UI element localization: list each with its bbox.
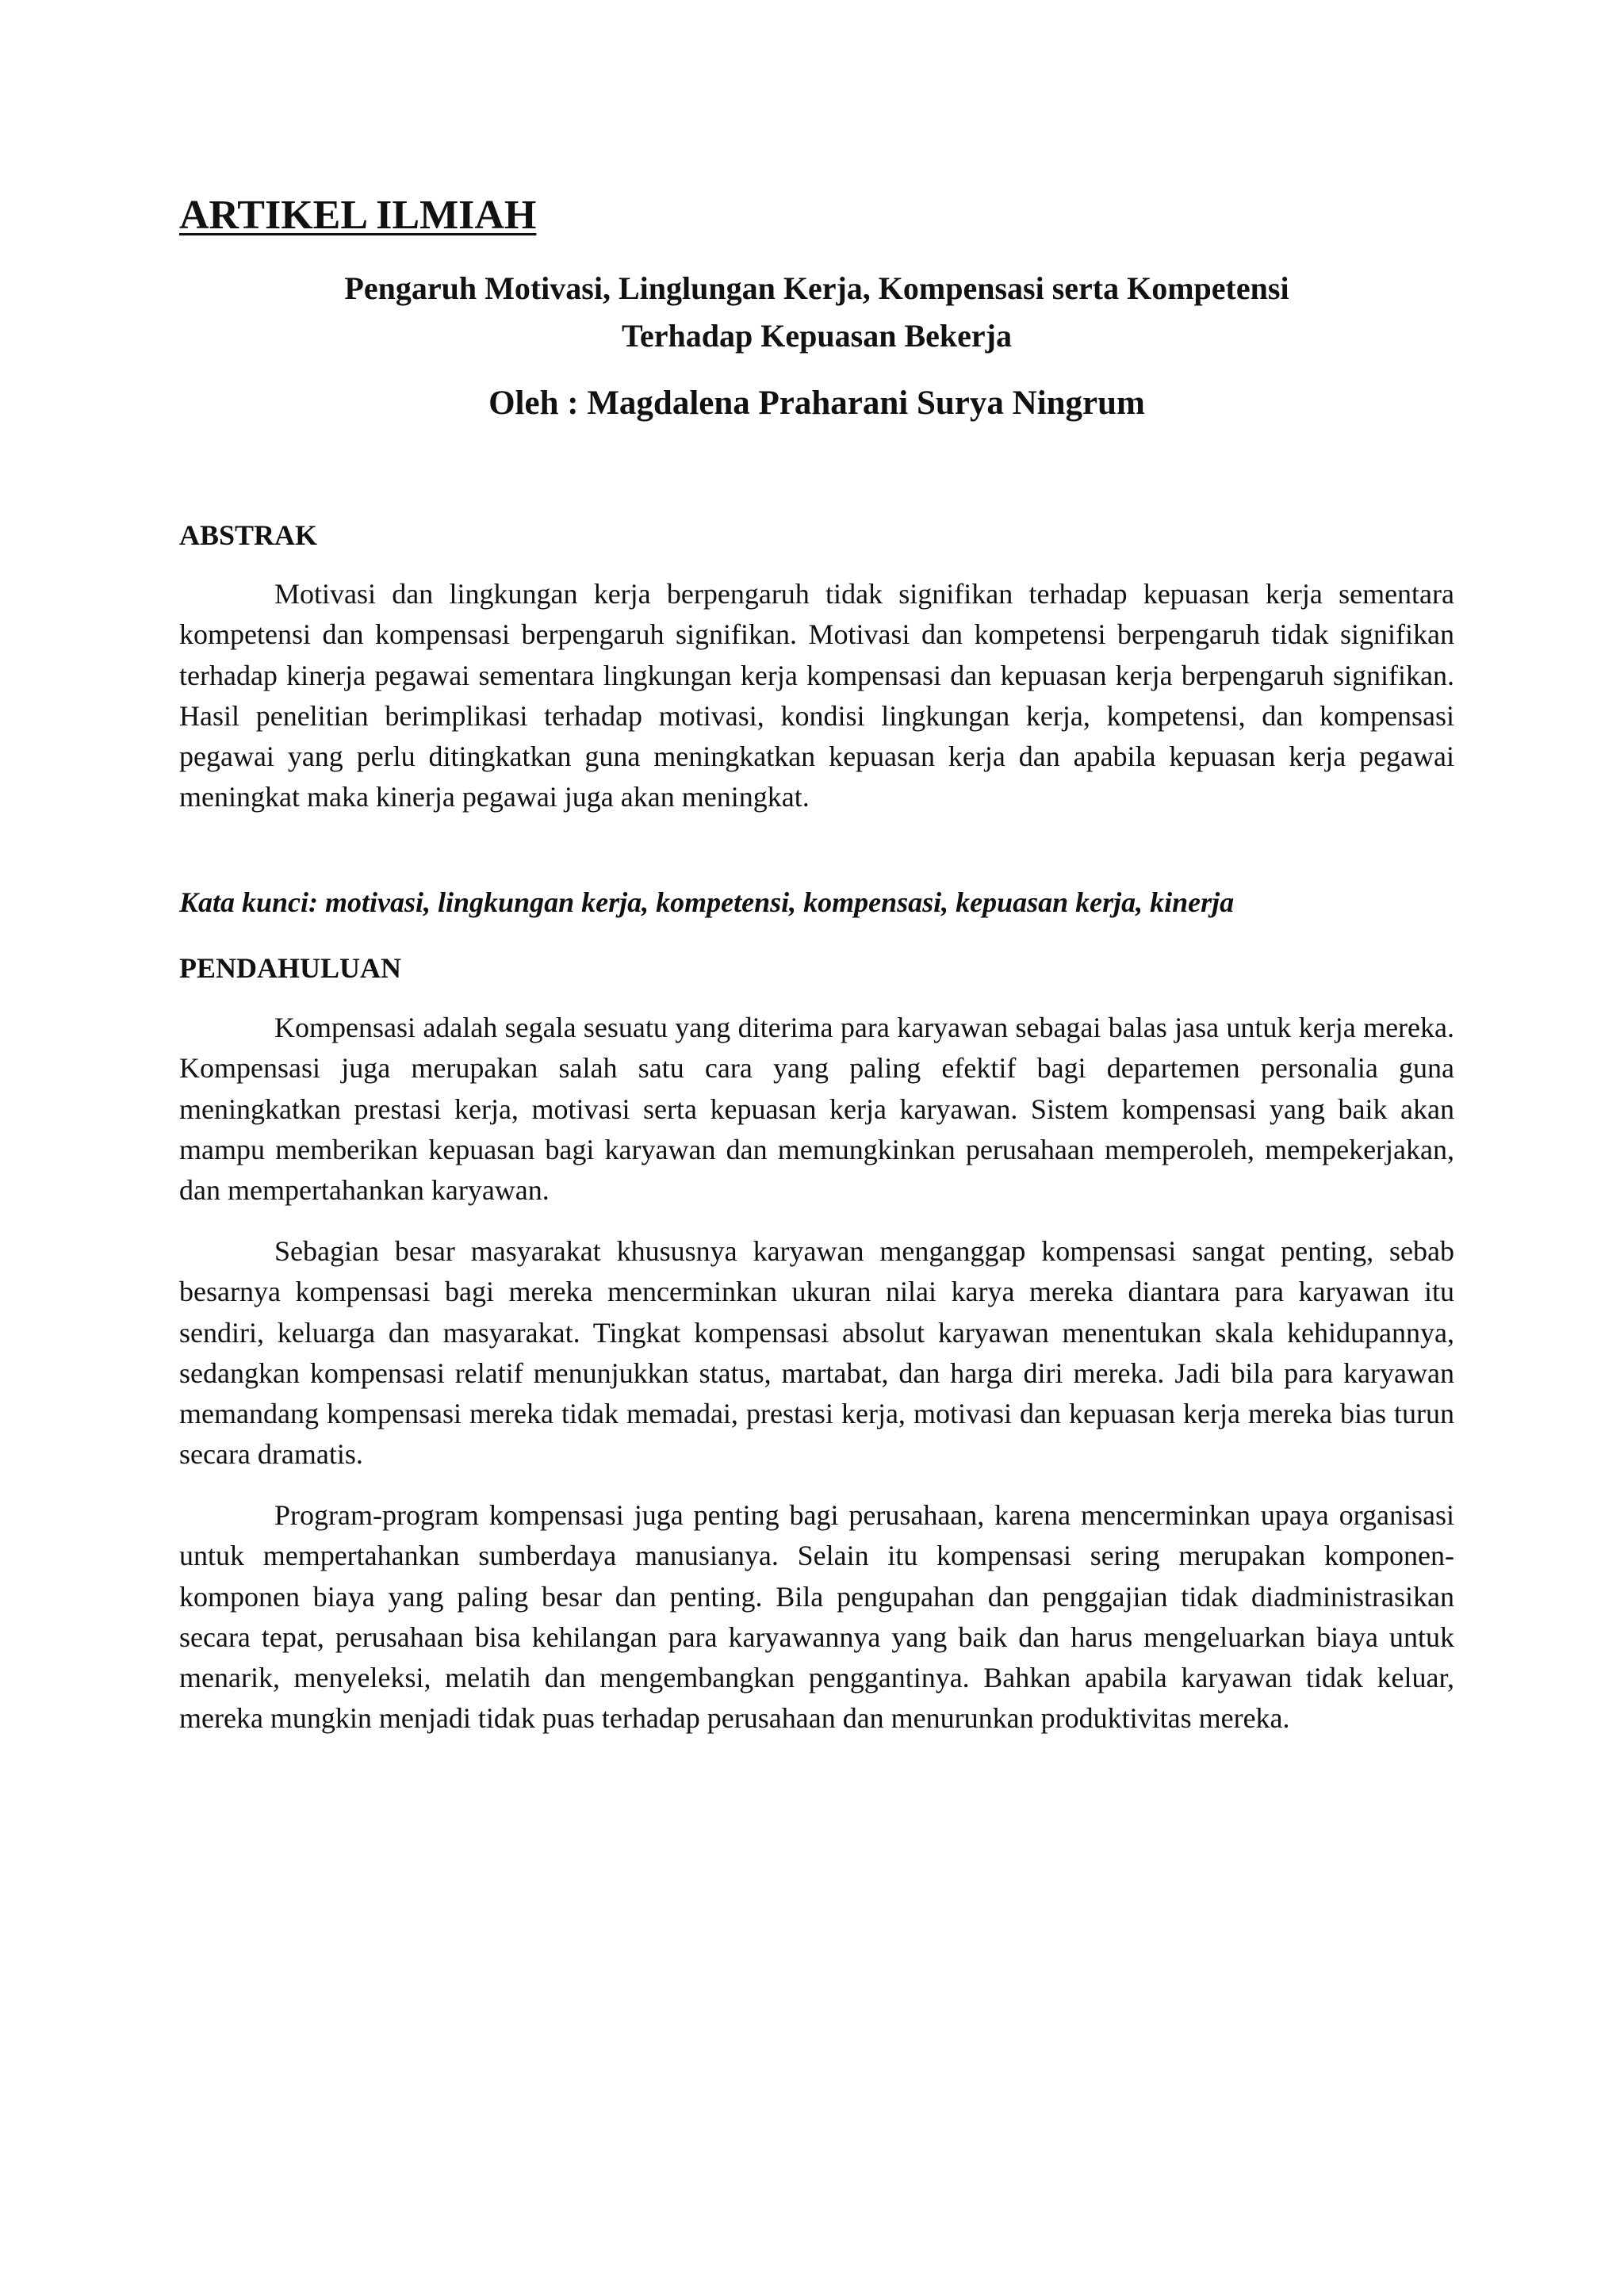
- article-title-line-2: Terhadap Kepuasan Bekerja: [622, 318, 1012, 354]
- author-line: Oleh : Magdalena Praharani Surya Ningrum: [488, 385, 1145, 422]
- article-title-line-1: Pengaruh Motivasi, Linglungan Kerja, Kompensasi serta Kompetensi: [344, 270, 1289, 306]
- introduction-paragraph-1: Kompensasi adalah segala sesuatu yang diterima para karyawan sebagai balas jasa untuk kerja mereka. Kompensasi juga merupakan salah satu cara yang paling efektif bagi departemen personalia guna meningkatkan prestasi kerja, motivasi serta kepuasan kerja karyawan. Sistem kompensasi yang baik akan mampu memberikan kepuasan bagi karyawan dan memungkinkan perusahaan memperoleh, mempekerjakan, dan mempertahankan karyawan.: [179, 1012, 1454, 1207]
- abstract-paragraph: Motivasi dan lingkungan kerja berpengaruh tidak signifikan terhadap kepuasan kerja sementara kompetensi dan kompensasi berpengaruh signifikan. Motivasi dan kompetensi berpengaruh tidak signifikan terhadap kinerja pegawai sementara lingkungan kerja kompensasi dan kepuasan kerja berpengaruh signifikan. Hasil penelitian berimplikasi terhadap motivasi, kondisi lingkungan kerja, kompetensi, dan kompensasi pegawai yang perlu ditingkatkan guna meningkatkan kepuasan kerja dan apabila kepuasan kerja pegawai meningkat maka kinerja pegawai juga akan meningkat.: [179, 578, 1454, 813]
- introduction-paragraph-2: Sebagian besar masyarakat khususnya karyawan menganggap kompensasi sangat penting, sebab besarnya kompensasi bagi mereka mencerminkan ukuran nilai karya mereka diantara para karyawan itu sendiri, keluarga dan masyarakat. Tingkat kompensasi absolut karyawan menentukan skala kehidupannya, sedangkan kompensasi relatif menunjukkan status, martabat, dan harga diri mereka. Jadi bila para karyawan memandang kompensasi mereka tidak memadai, prestasi kerja, motivasi dan kepuasan kerja mereka bias turun secara dramatis.: [179, 1235, 1454, 1471]
- introduction-heading: PENDAHULUAN: [179, 952, 402, 984]
- keywords-line: Kata kunci: motivasi, lingkungan kerja, kompetensi, kompensasi, kepuasan kerja, kinerja: [179, 886, 1235, 918]
- abstract-heading: ABSTRAK: [179, 519, 318, 551]
- article-title: [179, 265, 1454, 360]
- document-label: ARTIKEL ILMIAH: [179, 193, 537, 238]
- introduction-paragraph-3: Program-program kompensasi juga penting bagi perusahaan, karena mencerminkan upaya organisasi untuk mempertahankan sumberdaya manusianya. Selain itu kompensasi sering merupakan komponen-komponen biaya yang paling besar dan penting. Bila pengupahan dan penggajian tidak diadministrasikan secara tepat, perusahaan bisa kehilangan para karyawannya yang baik dan harus mengeluarkan biaya untuk menarik, menyeleksi, melatih dan mengembangkan penggantinya. Bahkan apabila karyawan tidak keluar, mereka mungkin menjadi tidak puas terhadap perusahaan dan menurunkan produktivitas mereka.: [179, 1499, 1454, 1735]
